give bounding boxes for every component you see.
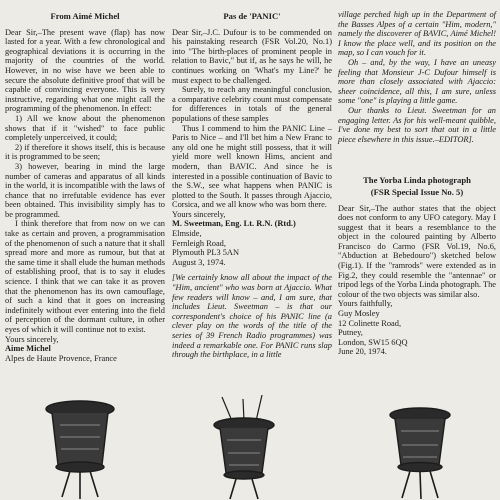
- author-address: 12 Colinette Road,: [338, 318, 402, 328]
- editor-note-continued: village perched high up in the Department of the Basses Alpes of a certain "Him, modern," namely the discoverer of BAVIC, Aimé Michel! I know the place well, and its position on the map, so I can vouch for it.: [338, 10, 496, 58]
- author-name: M. Sweetman, Eng. Lt. R.N. (Rtd.): [172, 219, 296, 229]
- letter-heading: From Aimé Michel: [50, 11, 120, 21]
- author-address: Fernleigh Road,: [172, 238, 226, 248]
- sketch-object-fig2: [214, 395, 274, 499]
- author-name: Guy Mosley: [338, 309, 380, 319]
- letter-paragraph: Dear Sir,–J.C. Dufour is to be commended on his painstaking research (FSR Vol.20, No.1) into "The birth-places of prominent people in relation to Bavic," but if, as he says he will, he continues working on 'What's my Line?' he must expect to be challenged.: [172, 27, 332, 85]
- letter-column-aime-michel: [5, 10, 165, 363]
- letter-paragraph: Dear Sir,–The present wave (flap) has now lasted for a year. With a few chronological and geographical deviations it is occurring in the majority of the countries of the world. However, in no wise have we been able to secure the absolute definitive proof that will be capable of convincing everyone. This is very instructive, regarding what one might call the programming of the phenomenon. In effect:: [5, 27, 165, 114]
- letter-column-pas-de-panic: [172, 10, 332, 360]
- letter-paragraph: Thus I commend to him the PANIC Line – Paris to Nice – and I'll bet him a New Franc to any old one he might still possess, that it will yield more well known Hims, ancient and modern, than BAVIC. And since he is interested in a possible continuation of Bavic to the S.W., see what happens when PANIC is plotted to the South. It passes through Ajaccio, Corsica, and we all know who was born there.: [172, 123, 332, 210]
- sign-off: Yours faithfully,: [338, 299, 393, 309]
- author-place: Alpes de Haute Provence, France: [5, 353, 117, 363]
- author-address: Putney,: [338, 328, 363, 338]
- sketch-figures: [0, 395, 500, 500]
- author-name: Aime Michel: [5, 344, 51, 354]
- sketch-object-fig1: [46, 401, 114, 499]
- letter-paragraph: 1) All we know about the phenomenon shows that if it "wished" to face public completely unperceived, it could;: [5, 113, 165, 143]
- sketch-object-fig3: [390, 408, 450, 499]
- sign-off: Yours sincerely,: [172, 209, 226, 219]
- editor-note: [We certainly know all about the impact of the "Him, ancient" who was born at Ajaccio. What few readers will know – and, I am sure, that includes Lieut. Sweetman – is that our correspondent's choice of his PANIC line (a clever play on the words of the title of the series of 39 French Radio programmes) was indeed a remarkable one. For PANIC runs slap through the birthplace, in a little: [172, 273, 332, 360]
- letter-date: August 3, 1974.: [172, 257, 226, 267]
- author-address: Plymouth PL3 5AN: [172, 248, 240, 258]
- author-address: Elmside,: [172, 229, 202, 239]
- letter-paragraph: 3) however, bearing in mind the large number of cameras and apparatus of all kinds in the world, it is incompatible with the laws of chance that no irrefutable evidence has ever been obtained. This invisibility simply has to be programmed.: [5, 161, 165, 219]
- letter-paragraph: 2) if therefore it shows itself, this is because it is programmed to be seen;: [5, 142, 165, 162]
- letter-paragraph: Surely, to reach any meaningful conclusion, a comparative celebrity count must compensate for differences in totals of the general populations of these samples: [172, 85, 332, 123]
- letter-subheading: (FSR Special Issue No. 5): [370, 186, 464, 197]
- sign-off: Yours sincerely,: [5, 334, 59, 344]
- letter-heading: The Yorba Linda photograph: [363, 175, 471, 186]
- editor-note-continued: Oh – and, by the way, I have an uneasy feeling that Monsieur J-C Dufour himself is more than closely associated with Ajaccio: sheer coincidence, all this, I am sure, unless some "one" is playing a little game.: [338, 57, 496, 106]
- letter-date: June 20, 1974.: [338, 347, 387, 357]
- letter-paragraph: I think therefore that from now on we can take as certain and proven, a programmisation of the phenomenon of such a nature that it shall spread more and more as rumour, but that at the same time it shall elude the human methods of establishing proof, that is to say it eludes science. I think that we can take it as proven that the phenomenon has its own camouflage, of such a kind that it goes on increasing indefinitely without ever entering into the field of perception of the dormant culture, in other eyes of which it will continue not to exist.: [5, 219, 165, 334]
- author-address: London, SW15 6QQ: [338, 337, 408, 347]
- letter-paragraph: Dear Sir,–The author states that the object does not conform to any UFO category. May I suggest that it bears a resemblance to the object in the coloured painting by Alberto Francisco do Carmo (FSR Vol.19, No.6, "Abduction at Bebedouro") sketched below (Fig.1). If the "ramrods" were extended as in Fig.2, they could resemble the "antennae" or tripod legs of the Yorba Linda photograph. The colour of the two objects was similar also.: [338, 203, 496, 299]
- letter-heading: Pas de 'PANIC': [223, 11, 281, 21]
- letter-column-yorba-linda: [338, 10, 496, 357]
- editor-note-continued: Our thanks to Lieut. Sweetman for an engaging letter. As for his well-meant quibble, I've done my best to sort that out in a little piece elsewhere in this issue.–EDITOR].: [338, 105, 496, 144]
